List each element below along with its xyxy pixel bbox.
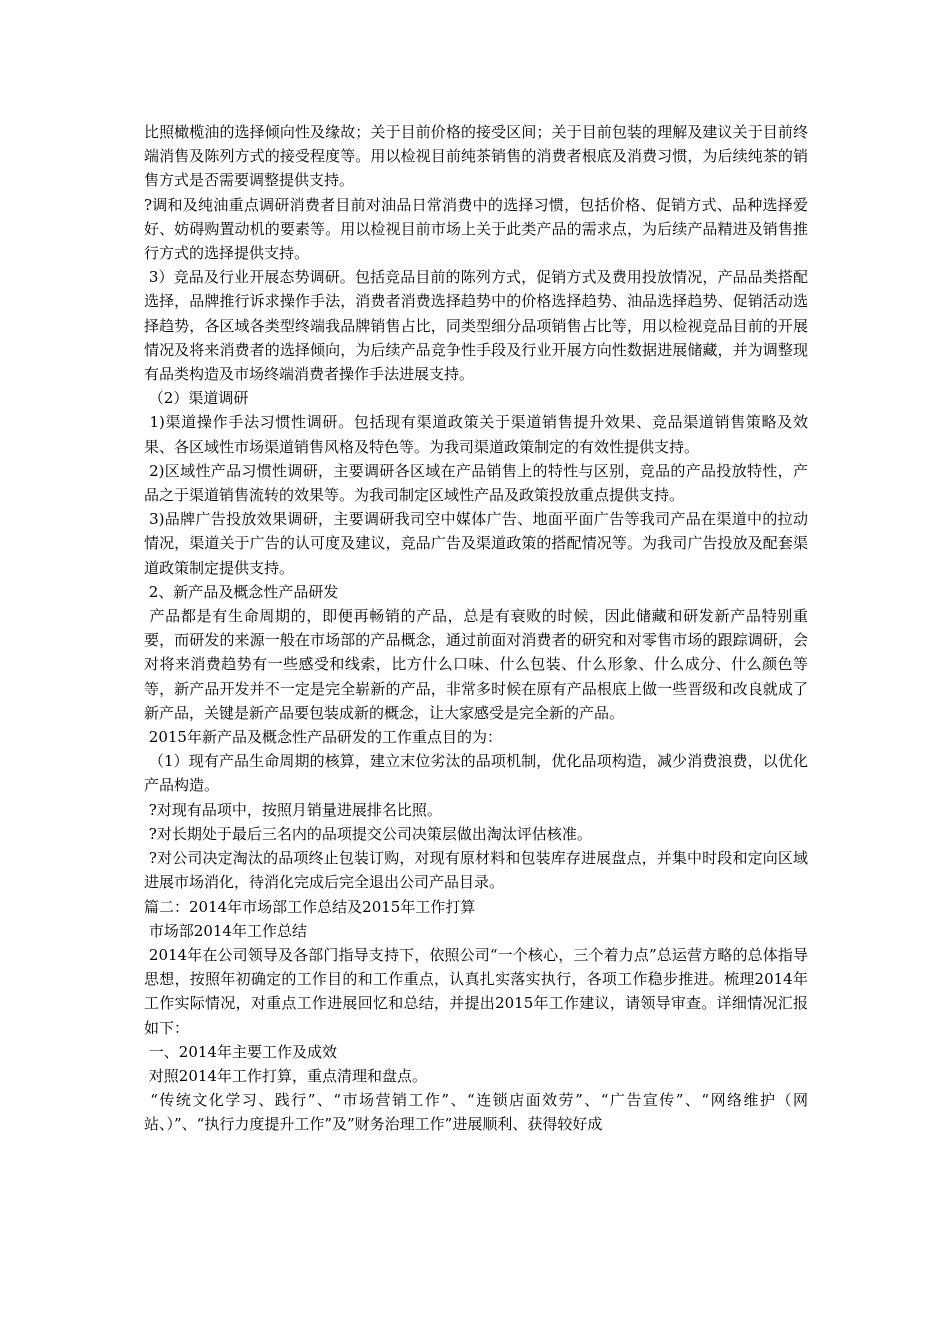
paragraph-9: 产品都是有生命周期的，即便再畅销的产品，总是有衰败的时候，因此储藏和研发新产品特别重要，而研发的来源一般在市场部的产品概念，通过前面对消费者的研究和对零售市场的跟踪调研，会对将来消费趋势有一些感受和线索，比方什么口味、什么包装、什么形象、什么成分、什么颜色等等，新产品开发并不一定是完全崭新的产品，非常多时候在原有产品根底上做一些晋级和改良就成了新产品，关键是新产品要包装成新的概念，让大家感受是完全新的产品。 [144, 607, 808, 722]
heading-new-product: 2、新产品及概念性产品研发 [144, 582, 339, 601]
paragraph-1: 比照橄榄油的选择倾向性及缘故；关于目前价格的接受区间；关于目前包装的理解及建议关于目前终端消售及陈列方式的接受程度等。用以检视目前纯茶销售的消费者根底及消费习惯，为后续纯茶的销售方式是否需要调整提供支持。 [144, 123, 808, 190]
paragraph-6: 2)区域性产品习惯性调研，主要调研各区域在产品销售上的特性与区别，竞品的产品投放特性，产品之于渠道销售流转的效果等。为我司制定区域性产品及政策投放重点提供支持。 [144, 461, 808, 505]
subtitle-summary: 市场部2014年工作总结 [144, 921, 307, 940]
section-title-part-two: 篇二：2014年市场部工作总结及2015年工作打算 [144, 897, 476, 916]
paragraph-13: ?对长期处于最后三名内的品项提交公司决策层做出淘汰评估核准。 [144, 824, 592, 843]
document-body [144, 120, 808, 1137]
heading-main-work: 一、2014年主要工作及成效 [144, 1042, 337, 1061]
paragraph-19: 对照2014年工作打算，重点清理和盘点。 [144, 1066, 427, 1085]
paragraph-5: 1)渠道操作手法习惯性调研。包括现有渠道政策关于渠道销售提升效果、竞品渠道销售策略及效果、各区域性市场渠道销售风格及特色等。为我司渠道政策制定的有效性提供支持。 [144, 413, 808, 456]
paragraph-7: 3)品牌广告投放效果调研，主要调研我司空中媒体广告、地面平面广告等我司产品在渠道中的拉动情况，渠道关于广告的认可度及建议，竞品广告及渠道政策的搭配情况等。为我司广告投放及配套渠道政策制定提供支持。 [144, 510, 808, 577]
paragraph-14: ?对公司决定淘汰的品项终止包装订购，对现有原材料和包装库存进展盘点，并集中时段和定向区域进展市场消化，待消化完成后完全退出公司产品目录。 [144, 849, 809, 892]
heading-channel-research: （2）渠道调研 [144, 389, 249, 408]
paragraph-10: 2015年新产品及概念性产品研发的工作重点目的为： [144, 728, 502, 747]
paragraph-2: ?调和及纯油重点调研消费者目前对油品日常消费中的选择习惯，包括价格、促销方式、品种选择爱好、妨碍购置动机的要素等。用以检视目前市场上关于此类产品的需求点，为后续产品精进及销售推行方式的选择提供支持。 [144, 195, 808, 263]
paragraph-17: 2014年在公司领导及各部门指导支持下，依照公司“一个核心，三个着力点”总运营方略的总体指导思想，按照年初确定的工作目的和工作重点，认真扎实落实执行，各项工作稳步推进。梳理2014年工作实际情况，对重点工作进展回忆和总结，并提出2015年工作建议，请领导审查。详细情况汇报如下： [144, 945, 808, 1037]
paragraph-11: （1）现有产品生命周期的核算，建立末位劣汰的品项机制，优化品项构造，减少消费浪费，以优化产品构造。 [144, 752, 808, 795]
paragraph-3: 3）竞品及行业开展态势调研。包括竞品目前的陈列方式，促销方式及费用投放情况，产品品类搭配选择，品牌推行诉求操作手法，消费者消费选择趋势中的价格选择趋势、油品选择趋势、促销活动选择趋势，各区域各类型终端我品牌销售占比，同类型细分品项销售占比等，用以检视竞品目前的开展情况及将来消费者的选择倾向，为后续产品竞争性手段及行业开展方向性数据进展储藏，并为调整现有品类构造及市场终端消费者操作手法进展支持。 [144, 268, 808, 384]
paragraph-12: ?对现有品项中，按照月销量进展排名比照。 [144, 800, 442, 819]
paragraph-20: “传统文化学习、践行”、“市场营销工作”、“连锁店面效劳”、“广告宣传”、“网络维护（网站、）”、“执行力度提升工作”及”财务治理工作”进展顺利、获得较好成 [144, 1091, 808, 1134]
